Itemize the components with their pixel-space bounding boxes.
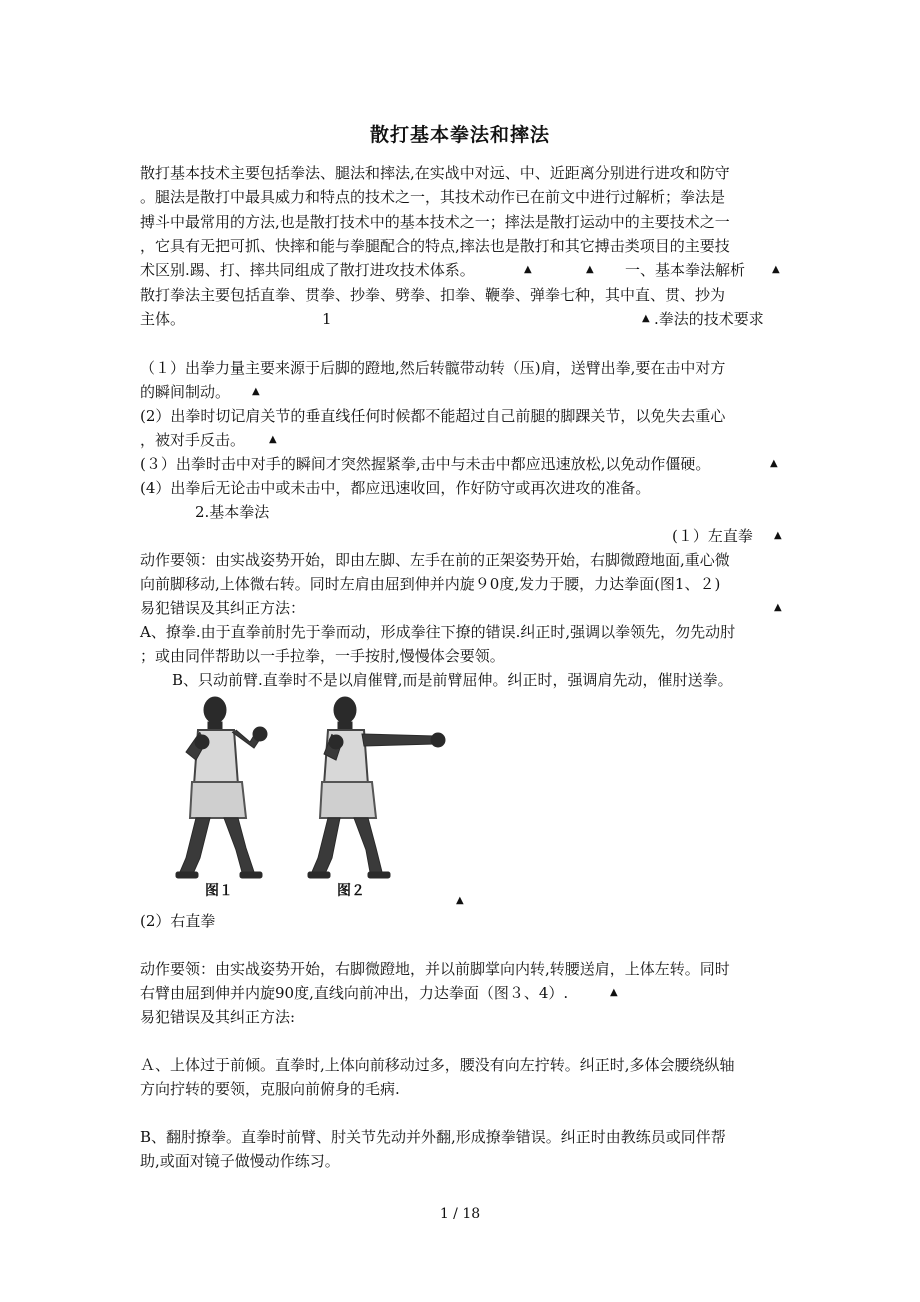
boxer-left-straight [308, 697, 445, 878]
rs-errors-heading: 易犯错误及其纠正方法: [140, 1008, 296, 1026]
requirement-2b: ，被对手反击。 [140, 431, 246, 449]
anchor-mark-icon: ▲ [642, 313, 650, 324]
anchor-mark-icon: ▲ [252, 386, 260, 397]
subsection-right-straight: (2）右直拳 [140, 912, 216, 930]
requirement-4: (4）出拳后无论击中或未击中，都应迅速收回，作好防守或再次进攻的准备。 [140, 479, 651, 497]
errors-heading: 易犯错误及其纠正方法： [140, 599, 306, 617]
intro-line-7: 主体。 [140, 310, 186, 328]
figure-caption-1: 图１ [205, 883, 233, 899]
page-title: 散打基本拳法和摔法 [369, 124, 550, 146]
rs-essentials-line-b: 右臂由屈到伸并内旋90度,直线向前冲出，力达拳面（图３、4）. [140, 984, 569, 1002]
anchor-mark-icon: ▲ [770, 458, 778, 469]
error-a-line-2: ；或由同伴帮助以一手拉拳，一手按肘,慢慢体会要领。 [140, 647, 505, 665]
essentials-line-a: 动作要领：由实战姿势开始，即由左脚、左手在前的正架姿势开始，右脚微蹬地面,重心微 [140, 551, 730, 569]
intro-line-2: 。腿法是散打中最具威力和特点的技术之一，其技术动作已在前文中进行过解析；拳法是 [140, 188, 726, 206]
rs-essentials-line-a: 动作要领：由实战姿势开始，右脚微蹬地，并以前脚掌向内转,转腰送肩，上体左转。同时 [140, 960, 730, 978]
error-b-line: B、只动前臂.直拳时不是以肩催臂,而是前臂屈伸。纠正时，强调肩先动，催肘送拳。 [172, 671, 733, 689]
intro-line-6: 散打拳法主要包括直拳、贯拳、抄拳、劈拳、扣拳、鞭拳、弹拳七种，其中直、贯、抄为 [140, 286, 726, 304]
intro-line-5: 术区别.踢、打、摔共同组成了散打进攻技术体系。 [140, 261, 475, 279]
intro-line-3: 搏斗中最常用的方法,也是散打技术中的基本技术之一；摔法是散打运动中的主要技术之一 [140, 213, 730, 231]
anchor-mark-icon: ▲ [774, 602, 782, 613]
anchor-mark-icon: ▲ [586, 264, 594, 275]
subsection-left-straight: (１）左直拳 [672, 527, 753, 545]
intro-line-4: ，它具有无把可抓、快摔和能与拳腿配合的特点,摔法也是散打和其它搏击类项目的主要技 [140, 237, 730, 255]
section-number: 1 [322, 310, 332, 328]
anchor-mark-icon: ▲ [269, 434, 277, 445]
rs-error-a-line-1: Ａ、上体过于前倾。直拳时,上体向前移动过多，腰没有向左拧转。纠正时,多体会腰绕纵轴 [140, 1056, 735, 1074]
anchor-mark-icon: ▲ [610, 987, 618, 998]
boxer-guard-stance [176, 697, 267, 878]
anchor-mark-icon: ▲ [774, 530, 782, 541]
anchor-mark-icon: ▲ [772, 264, 780, 275]
subsection-heading-1: .拳法的技术要求 [654, 310, 764, 328]
section-heading-2: 2.基本拳法 [195, 503, 270, 521]
requirement-2a: (2）出拳时切记肩关节的垂直线任何时候都不能超过自己前腿的脚踝关节，以免失去重心 [140, 407, 726, 425]
requirement-1b: 的瞬间制动。 [140, 383, 231, 401]
requirement-1a: （１）出拳力量主要来源于后脚的蹬地,然后转髋带动转（压)肩，送臂出拳,要在击中对方 [140, 359, 726, 377]
anchor-mark-icon: ▲ [524, 264, 532, 275]
rs-error-b-line-1: B、翻肘撩拳。直拳时前臂、肘关节先动并外翻,形成撩拳错误。纠正时由教练员或同伴帮 [140, 1128, 726, 1146]
essentials-line-b: 向前脚移动,上体微右转。同时左肩由屈到伸并内旋９0度,发力于腰，力达拳面(图1、２) [140, 575, 721, 593]
page-number: 1 / 18 [439, 1206, 481, 1222]
rs-error-b-line-2: 助,或面对镜子做慢动作练习。 [140, 1152, 340, 1170]
requirement-3: (３）出拳时击中对手的瞬间才突然握紧拳,击中与未击中都应迅速放松,以免动作僵硬。 [140, 455, 711, 473]
section-heading-1: 一、基本拳法解析 [625, 261, 746, 279]
intro-line-1: 散打基本技术主要包括拳法、腿法和摔法,在实战中对远、中、近距离分别进行进攻和防守 [140, 164, 730, 182]
anchor-mark-icon: ▲ [456, 895, 464, 906]
figure-caption-2: 图２ [337, 883, 365, 899]
error-a-line-1: A、撩拳.由于直拳前肘先于拳而动，形成拳往下撩的错误.纠正时,强调以拳领先，勿先动肘 [140, 623, 736, 641]
rs-error-a-line-2: 方向拧转的要领，克服向前俯身的毛病. [140, 1080, 400, 1098]
boxing-figure [150, 690, 450, 902]
